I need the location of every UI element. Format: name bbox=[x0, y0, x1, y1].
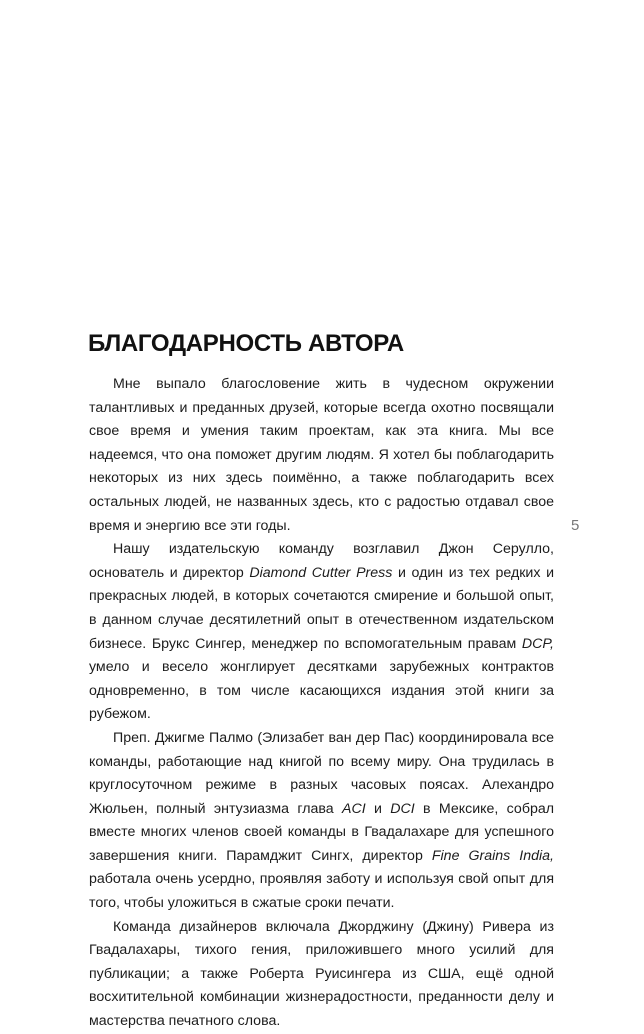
chapter-title: БЛАГОДАРНОСТЬ АВТОРА bbox=[88, 330, 404, 357]
paragraph-3-text-2: и bbox=[365, 800, 391, 817]
paragraph-2-text-1: Нашу издательскую команду возглавил Джон Серулло, основатель и директор bbox=[89, 541, 554, 581]
paragraph-2-italic-2: DCP, bbox=[521, 635, 554, 652]
paragraph-2 bbox=[89, 538, 554, 727]
body-text bbox=[89, 373, 554, 1034]
paragraph-4: Команда дизайнеров включала Джорджину (Джину) Ривера из Гвадалахары, тихого гения, приложившего много усилий для публикации; а также Роберта Руисингера из США, ещё одной восхитительной комбинации жизнерадостности, преданности делу и мастерства печатного слова. bbox=[89, 918, 554, 1030]
page-number: 5 bbox=[571, 517, 580, 534]
paragraph-3-text-3: в Мексике, собрал вместе многих членов своей команды в Гвадалахаре для успешного завершения книги. Парамджит Сингх, директор bbox=[89, 800, 555, 864]
paragraph-3 bbox=[89, 727, 554, 916]
paragraph-3-text-1: Преп. Джигме Палмо (Элизабет ван дер Пас) координировала все команды, работающие над книгой по всему миру. Она трудилась в круглосуточном режиме в разных часовых поясах. Алехандро Жюльен, полный энтузиазма глава bbox=[89, 729, 554, 817]
paragraph-2-text-3: умело и весело жонглирует десятками зарубежных контрактов одновременно, в том числе касающихся издания этой книги за рубежом. bbox=[89, 659, 554, 723]
paragraph-2-text-2: и один из тех редких и прекрасных людей, в которых сочетаются смирение и большой опыт, в данном случае десятилетний опыт в отечественном издательском бизнесе. Брукс Сингер, менеджер по вспомогательным правам bbox=[89, 564, 555, 652]
paragraph-3-italic-1: ACI bbox=[342, 800, 366, 817]
paragraph-3-italic-3: Fine Grains India, bbox=[431, 847, 554, 864]
paragraph-3-text-4: работала очень усердно, проявляя заботу и используя свой опыт для того, чтобы уложиться в сжатые сроки печати. bbox=[89, 871, 554, 912]
paragraph-1: Мне выпало благословение жить в чудесном окружении талантливых и преданных друзей, которые всегда охотно посвящали свое время и умения таким проектам, как эта книга. Мы все надеемся, что она поможет другим людям. Я хотел бы поблагодарить некоторых из них здесь поимённо, а также поблагодарить всех остальных людей, не названных здесь, кто с радостью отдавал свое время и энергию все эти годы. bbox=[89, 376, 554, 534]
paragraph-2-italic-1: Diamond Cutter Press bbox=[249, 564, 393, 581]
paragraph-3-italic-2: DCI bbox=[390, 800, 415, 817]
